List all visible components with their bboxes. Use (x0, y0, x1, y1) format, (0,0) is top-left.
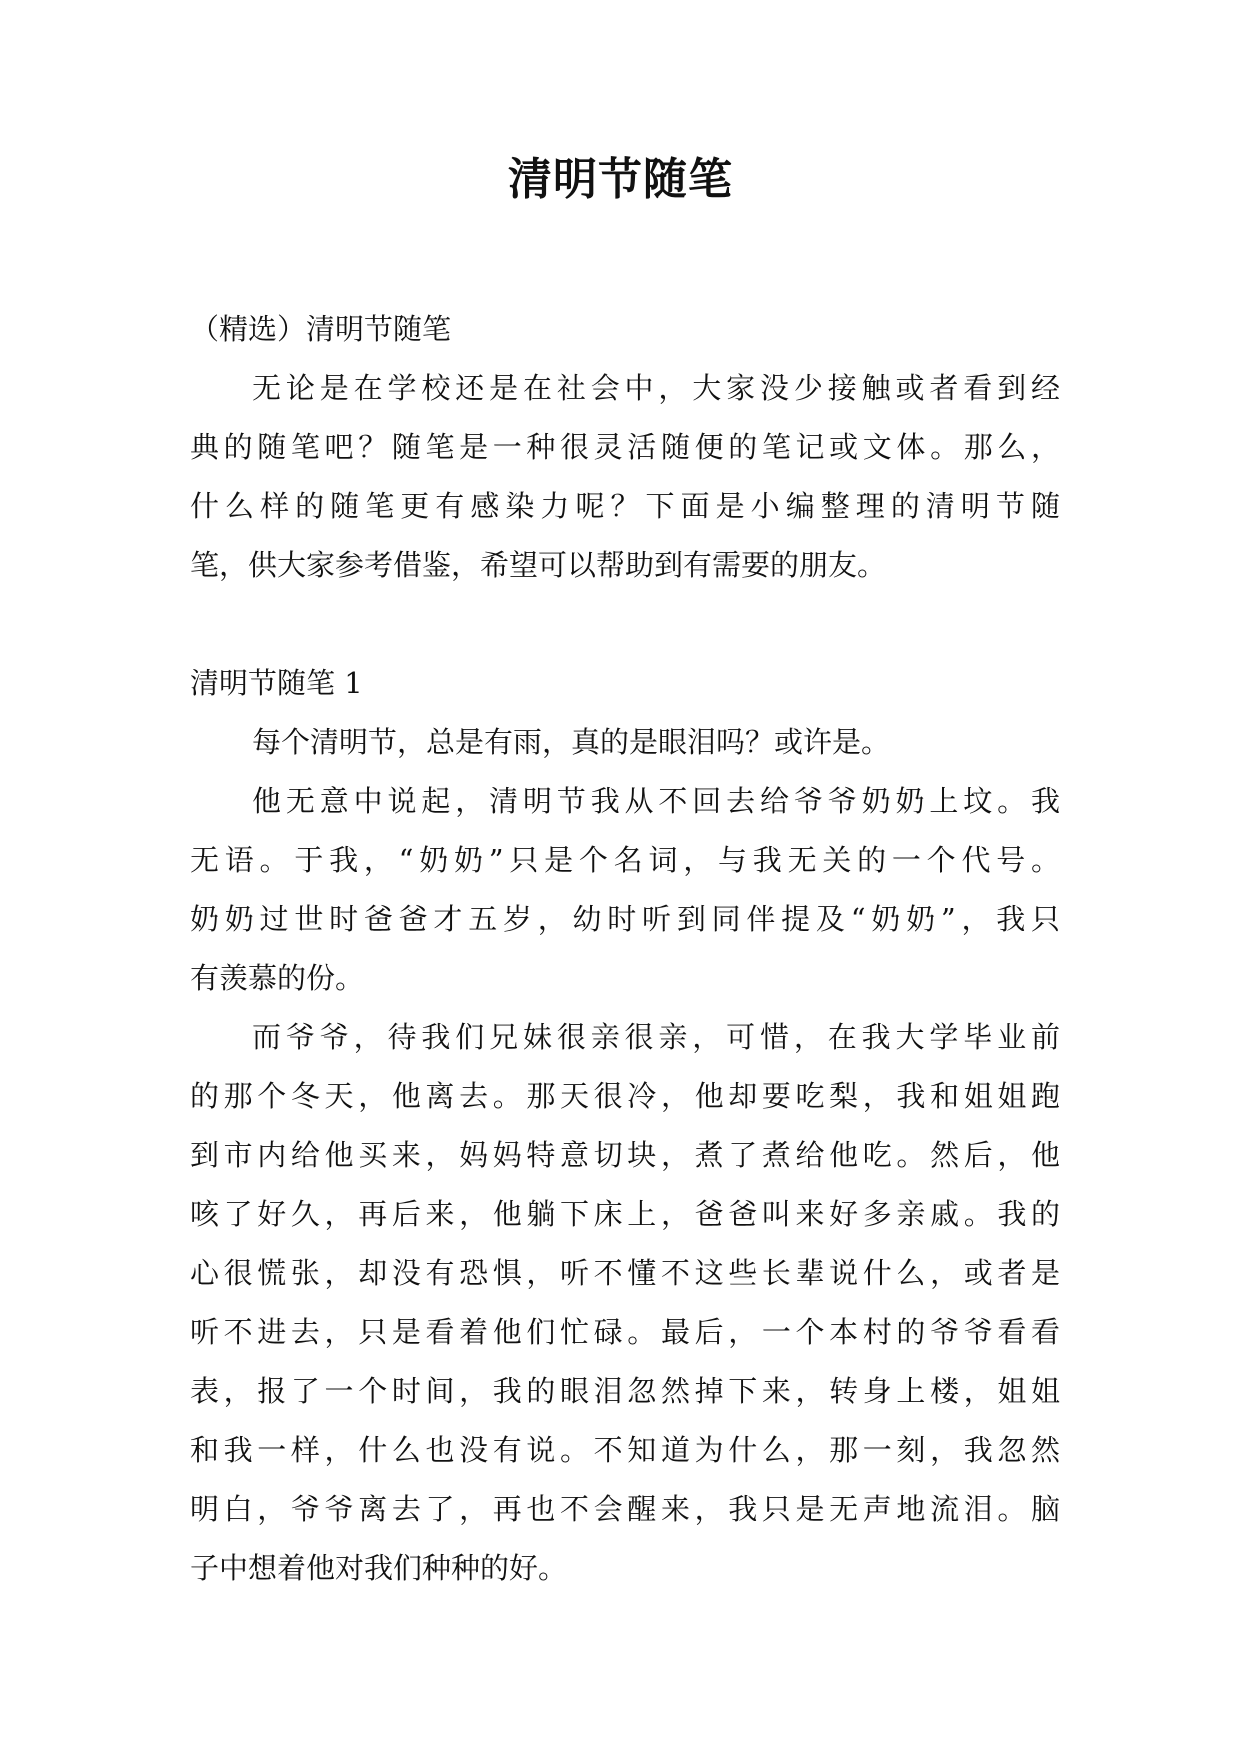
paragraph-line: 笔，供大家参考借鉴，希望可以帮助到有需要的朋友。 (190, 548, 887, 582)
paragraph-line: 子中想着他对我们种种的好。 (190, 1551, 568, 1585)
paragraph-line: 奶奶过世时爸爸才五岁，幼时听到同伴提及“奶奶”，我只 (190, 902, 1060, 936)
paragraph-3 (190, 1008, 1060, 1598)
paragraph-1: 每个清明节，总是有雨，真的是眼泪吗？或许是。 (252, 725, 891, 759)
document-body (190, 300, 1060, 1598)
paragraph-line: 的那个冬天，他离去。那天很冷，他却要吃梨，我和姐姐跑 (190, 1079, 1060, 1113)
section-heading: 清明节随笔 1 (190, 666, 363, 700)
paragraph-line: 表，报了一个时间，我的眼泪忽然掉下来，转身上楼，姐姐 (190, 1374, 1060, 1408)
subtitle: （精选）清明节随笔 (190, 312, 452, 346)
paragraph-line: 明白，爷爷离去了，再也不会醒来，我只是无声地流泪。脑 (190, 1492, 1060, 1526)
paragraph-line: 无语。于我，“奶奶”只是个名词，与我无关的一个代号。 (190, 843, 1060, 877)
paragraph-2 (190, 772, 1060, 1008)
paragraph-line: 什么样的随笔更有感染力呢？下面是小编整理的清明节随 (190, 489, 1060, 523)
paragraph-line: 而爷爷，待我们兄妹很亲很亲，可惜，在我大学毕业前 (252, 1020, 1060, 1054)
paragraph-line: 有羡慕的份。 (190, 961, 365, 995)
document-title: 清明节随笔 (508, 154, 733, 205)
paragraph-line: 到市内给他买来，妈妈特意切块，煮了煮给他吃。然后，他 (190, 1138, 1060, 1172)
paragraph-line: 典的随笔吧？随笔是一种很灵活随便的笔记或文体。那么， (190, 430, 1060, 464)
intro-paragraph (190, 359, 1060, 595)
paragraph-line: 无论是在学校还是在社会中，大家没少接触或者看到经 (252, 371, 1060, 405)
paragraph-line: 听不进去，只是看着他们忙碌。最后，一个本村的爷爷看看 (190, 1315, 1060, 1349)
paragraph-line: 和我一样，什么也没有说。不知道为什么，那一刻，我忽然 (190, 1433, 1060, 1467)
spacer (190, 595, 1060, 654)
paragraph-line: 心很慌张，却没有恐惧，听不懂不这些长辈说什么，或者是 (190, 1256, 1060, 1290)
paragraph-line: 咳了好久，再后来，他躺下床上，爸爸叫来好多亲戚。我的 (190, 1197, 1060, 1231)
paragraph-line: 他无意中说起，清明节我从不回去给爷爷奶奶上坟。我 (252, 784, 1060, 818)
